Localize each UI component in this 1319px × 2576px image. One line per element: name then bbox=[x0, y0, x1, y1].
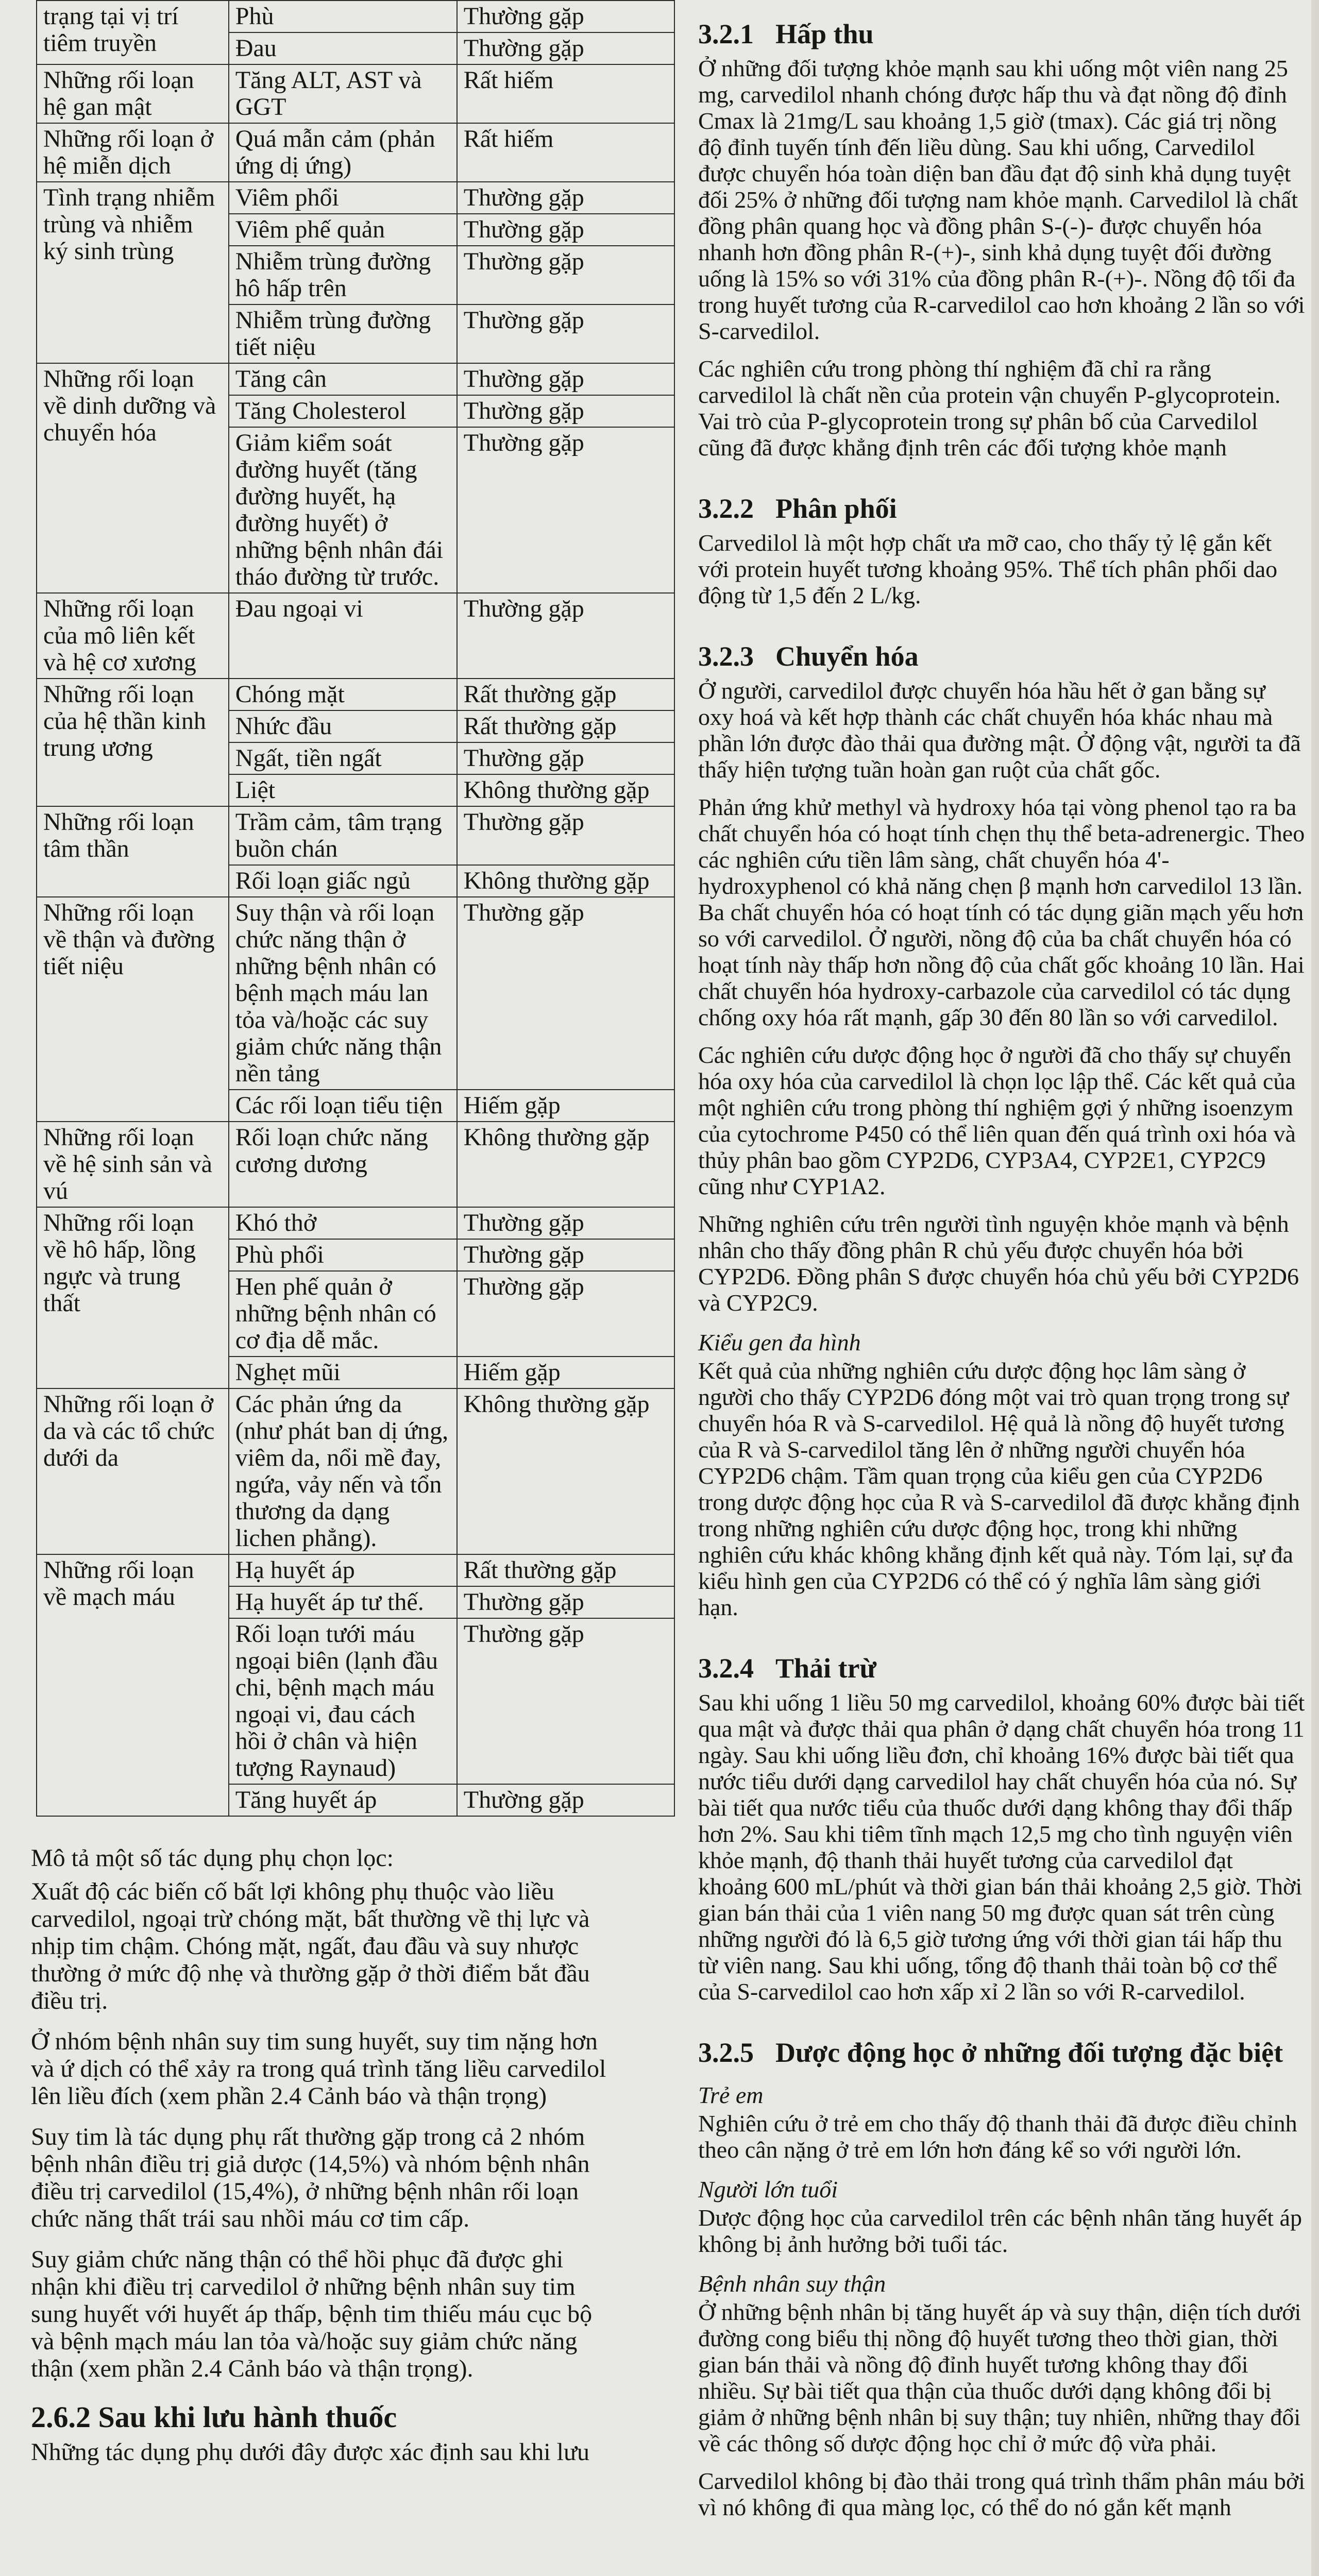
table-row bbox=[37, 1207, 674, 1239]
section-3-2-1-heading bbox=[698, 18, 1306, 50]
reaction-cell: Liệt bbox=[229, 774, 457, 806]
reaction-cell: Phù phổi bbox=[229, 1239, 457, 1271]
metabolism-paragraph-4: Những nghiên cứu trên người tình nguyện khỏe mạnh và bệnh nhân cho thấy đồng phân R chủ yếu được chuyển hóa bởi CYP2D6. Đồng phân S được chuyển hóa chủ yếu bởi CYP2D6 và CYP2C9. bbox=[698, 1211, 1299, 1316]
organ-system-cell: Những rối loạn của mô liên kết và hệ cơ xương bbox=[37, 593, 229, 679]
reaction-cell: Viêm phế quản bbox=[229, 214, 457, 246]
table-row bbox=[37, 593, 674, 679]
frequency-cell: Không thường gặp bbox=[457, 1122, 674, 1207]
frequency-cell: Thường gặp bbox=[457, 742, 674, 774]
reaction-cell: Suy thận và rối loạn chức năng thận ở những bệnh nhân có bệnh mạch máu lan tỏa và/hoặc các suy giảm chức năng thận nền tảng bbox=[229, 897, 457, 1090]
frequency-cell: Rất hiếm bbox=[457, 64, 674, 123]
table-row bbox=[37, 182, 674, 214]
frequency-cell: Thường gặp bbox=[457, 214, 674, 246]
reaction-cell: Rối loạn tưới máu ngoại biên (lạnh đầu chi, bệnh mạch máu ngoại vi, đau cách hồi ở chân và hiện tượng Raynaud) bbox=[229, 1618, 457, 1784]
reaction-cell: Nhức đầu bbox=[229, 710, 457, 742]
reaction-cell: Hạ huyết áp tư thế. bbox=[229, 1586, 457, 1618]
organ-system-cell: Những rối loạn ở da và các tổ chức dưới da bbox=[37, 1388, 229, 1554]
frequency-cell: Thường gặp bbox=[457, 246, 674, 304]
reaction-cell: Hạ huyết áp bbox=[229, 1554, 457, 1586]
organ-system-cell: Những rối loạn về dinh dưỡng và chuyển hóa bbox=[37, 363, 229, 593]
section-number: 3.2.1 bbox=[698, 19, 754, 49]
reaction-cell: Tăng huyết áp bbox=[229, 1784, 457, 1816]
elderly-paragraph: Dược động học của carvedilol trên các bệnh nhân tăng huyết áp không bị ảnh hưởng bởi tuổi tác. bbox=[698, 2205, 1302, 2257]
genetic-polymorphism-subheading: Kiểu gen đa hình bbox=[698, 1329, 861, 1355]
reaction-cell: Các rối loạn tiểu tiện bbox=[229, 1090, 457, 1122]
section-number: 3.2.5 bbox=[698, 2037, 754, 2068]
table-row bbox=[37, 806, 674, 865]
frequency-cell: Hiếm gặp bbox=[457, 1090, 674, 1122]
frequency-cell: Thường gặp bbox=[457, 593, 674, 679]
table-row bbox=[37, 897, 674, 1090]
organ-system-cell: Những rối loạn về mạch máu bbox=[37, 1554, 229, 1816]
reaction-cell: Ngất, tiền ngất bbox=[229, 742, 457, 774]
table-row bbox=[37, 1554, 674, 1586]
children-subheading: Trẻ em bbox=[698, 2082, 764, 2108]
reaction-cell: Phù bbox=[229, 1, 457, 32]
organ-system-cell: Những rối loạn ở hệ miễn dịch bbox=[37, 123, 229, 182]
frequency-cell: Không thường gặp bbox=[457, 774, 674, 806]
right-column bbox=[698, 13, 1306, 2532]
frequency-cell: Thường gặp bbox=[457, 1, 674, 32]
frequency-cell: Thường gặp bbox=[457, 32, 674, 64]
section-3-2-2-heading bbox=[698, 493, 1306, 524]
frequency-cell: Thường gặp bbox=[457, 182, 674, 214]
selected-effects-lead: Mô tả một số tác dụng phụ chọn lọc: bbox=[31, 1844, 394, 1872]
reaction-cell: Tăng ALT, AST và GGT bbox=[229, 64, 457, 123]
section-3-2-5-heading bbox=[698, 2037, 1306, 2069]
reaction-cell: Tăng cân bbox=[229, 363, 457, 395]
organ-system-cell: Những rối loạn tâm thần bbox=[37, 806, 229, 897]
frequency-cell: Thường gặp bbox=[457, 1586, 674, 1618]
reaction-cell: Nhiễm trùng đường tiết niệu bbox=[229, 304, 457, 363]
renal-impairment-paragraph-2: Carvedilol không bị đào thải trong quá trình thẩm phân máu bởi vì nó không đi qua màng lọc, có thể do nó gắn kết mạnh bbox=[698, 2468, 1305, 2520]
post-marketing-paragraph: Những tác dụng phụ dưới đây được xác định sau khi lưu bbox=[31, 2438, 589, 2466]
reaction-cell: Quá mẫn cảm (phản ứng dị ứng) bbox=[229, 123, 457, 182]
adverse-effects-table-body bbox=[37, 1, 674, 1816]
frequency-cell: Thường gặp bbox=[457, 897, 674, 1090]
frequency-cell: Không thường gặp bbox=[457, 865, 674, 897]
table-row bbox=[37, 64, 674, 123]
adverse-effects-table bbox=[36, 0, 675, 1817]
reaction-cell: Hen phế quản ở những bệnh nhân có cơ địa dễ mắc. bbox=[229, 1271, 457, 1357]
distribution-paragraph: Carvedilol là một hợp chất ưa mỡ cao, cho thấy tỷ lệ gắn kết với protein huyết tương khoảng 95%. Thể tích phân phối dao động từ 1,5 đến 2 L/kg. bbox=[698, 530, 1278, 608]
frequency-cell: Không thường gặp bbox=[457, 1388, 674, 1554]
section-number: 3.2.2 bbox=[698, 493, 754, 524]
reaction-cell: Các phản ứng da (như phát ban dị ứng, viêm da, nổi mề đay, ngứa, vảy nến và tổn thương da dạng lichen phẳng). bbox=[229, 1388, 457, 1554]
renal-impairment-subheading: Bệnh nhân suy thận bbox=[698, 2270, 886, 2297]
reaction-cell: Viêm phổi bbox=[229, 182, 457, 214]
frequency-cell: Thường gặp bbox=[457, 1618, 674, 1784]
table-row bbox=[37, 1, 674, 32]
reaction-cell: Giảm kiểm soát đường huyết (tăng đường huyết, hạ đường huyết) ở những bệnh nhân đái tháo đường từ trước. bbox=[229, 427, 457, 593]
elderly-subheading: Người lớn tuổi bbox=[698, 2176, 838, 2202]
organ-system-cell: Những rối loạn về hô hấp, lồng ngực và trung thất bbox=[37, 1207, 229, 1388]
absorption-paragraph-1: Ở những đối tượng khỏe mạnh sau khi uống một viên nang 25 mg, carvedilol nhanh chóng được hấp thu và đạt nồng độ đỉnh Cmax là 21mg/L sau khoảng 1,5 giờ (tmax). Các giá trị nồng độ đỉnh tuyến tính đến liều dùng. Sau khi uống, Carvedilol được chuyển hóa toàn diện ban đầu đạt độ sinh khả dụng tuyệt đối 25% ở những đối tượng nam khỏe mạnh. Carvedilol là chất đồng phân quang học và đồng phân S-(-)- được chuyển hóa nhanh hơn đồng phân R-(+)-, sinh khả dụng tuyệt đối đường uống là 15% so với 31% của đồng phân R-(+)-. Nồng độ tối đa trong huyết tương của R-carvedilol cao hơn khoảng 2 lần so với S-carvedilol. bbox=[698, 55, 1305, 344]
frequency-cell: Thường gặp bbox=[457, 1271, 674, 1357]
selected-effects-paragraph-3: Suy tim là tác dụng phụ rất thường gặp trong cả 2 nhóm bệnh nhân điều trị giả dược (14,5%) và nhóm bệnh nhân điều trị carvedilol (15,4%), ở những bệnh nhân rối loạn chức năng thất trái sau nhồi máu cơ tim cấp. bbox=[31, 2123, 590, 2232]
reaction-cell: Tăng Cholesterol bbox=[229, 395, 457, 427]
reaction-cell: Nhiễm trùng đường hô hấp trên bbox=[229, 246, 457, 304]
metabolism-paragraph-2: Phản ứng khử methyl và hydroxy hóa tại vòng phenol tạo ra ba chất chuyển hóa có hoạt tính chẹn thụ thể beta-adrenergic. Theo các nghiên cứu tiền lâm sàng, chất chuyển hóa 4'-hydroxyphenol có khả năng chẹn β mạnh hơn carvedilol 13 lần. Ba chất chuyển hóa có hoạt tính có tác dụng giãn mạch yếu hơn so với carvedilol. Ở người, nồng độ của ba chất chuyển hóa có hoạt tính này thấp hơn nồng độ của chất gốc khoảng 10 lần. Hai chất chuyển hóa hydroxy-carbazole của carvedilol có tác dụng chống oxy hóa rất mạnh, gấp 30 đến 80 lần so với carvedilol. bbox=[698, 794, 1305, 1030]
reaction-cell: Trầm cảm, tâm trạng buồn chán bbox=[229, 806, 457, 865]
frequency-cell: Thường gặp bbox=[457, 806, 674, 865]
section-title: Chuyển hóa bbox=[775, 641, 919, 672]
table-row bbox=[37, 1388, 674, 1554]
frequency-cell: Thường gặp bbox=[457, 427, 674, 593]
elimination-paragraph: Sau khi uống 1 liều 50 mg carvedilol, khoảng 60% được bài tiết qua mật và được thải qua phân ở dạng chất chuyển hóa trong 11 ngày. Sau khi uống liều đơn, chỉ khoảng 16% được bài tiết qua nước tiểu dưới dạng carvedilol hay chất chuyển hóa của nó. Sự bài tiết qua nước tiểu của thuốc dưới dạng không thay đổi thấp hơn 2%. Sau khi tiêm tĩnh mạch 12,5 mg cho tình nguyện viên khỏe mạnh, độ thanh thải huyết tương của carvedilol đạt khoảng 600 mL/phút và thời gian bán thải khoảng 2,5 giờ. Thời gian bán thải của 1 viên nang 50 mg được quan sát trên cùng những người đó là 6,5 giờ tương ứng với thời gian tái hấp thu từ viên nang. Sau khi uống, tổng độ thanh thải toàn bộ cơ thể của S-carvedilol cao hơn xấp xỉ 2 lần so với R-carvedilol. bbox=[698, 1689, 1305, 2005]
frequency-cell: Thường gặp bbox=[457, 1207, 674, 1239]
frequency-cell: Rất thường gặp bbox=[457, 710, 674, 742]
section-title: Phân phối bbox=[775, 493, 897, 524]
selected-effects-paragraph-2: Ở nhóm bệnh nhân suy tim sung huyết, suy tim nặng hơn và ứ dịch có thể xảy ra trong quá trình tăng liều carvedilol lên liều đích (xem phần 2.4 Cảnh báo và thận trọng) bbox=[31, 2028, 606, 2110]
reaction-cell: Chóng mặt bbox=[229, 679, 457, 710]
section-title: Thải trừ bbox=[775, 1653, 876, 1684]
metabolism-paragraph-1: Ở người, carvedilol được chuyển hóa hầu hết ở gan bằng sự oxy hoá và kết hợp thành các chất chuyển hóa khác nhau mà phần lớn được đào thải qua đường mật. Ở động vật, người ta đã thấy hiện tượng tuần hoàn gan ruột của chất gốc. bbox=[698, 677, 1301, 783]
frequency-cell: Rất thường gặp bbox=[457, 1554, 674, 1586]
frequency-cell: Rất thường gặp bbox=[457, 679, 674, 710]
reaction-cell: Khó thở bbox=[229, 1207, 457, 1239]
selected-effects-paragraph-4: Suy giảm chức năng thận có thể hồi phục đã được ghi nhận khi điều trị carvedilol ở những bệnh nhân suy tim sung huyết với huyết áp thấp, bệnh tim thiếu máu cục bộ và bệnh mạch máu lan tỏa và/hoặc suy giảm chức năng thận (xem phần 2.4 Cảnh báo và thận trọng). bbox=[31, 2246, 593, 2382]
section-2-6-2-heading: 2.6.2 Sau khi lưu hành thuốc bbox=[31, 2400, 397, 2434]
frequency-cell: Thường gặp bbox=[457, 304, 674, 363]
section-title: Hấp thu bbox=[775, 19, 874, 49]
table-row bbox=[37, 679, 674, 710]
section-3-2-3-heading bbox=[698, 640, 1306, 672]
section-title: Dược động học ở những đối tượng đặc biệt bbox=[775, 2037, 1283, 2068]
metabolism-paragraph-5: Kết quả của những nghiên cứu dược động học lâm sàng ở người cho thấy CYP2D6 đóng một vai trò quan trọng trong sự chuyển hóa R và S-carvedilol. Hệ quả là nồng độ huyết tương của R và S-carvedilol tăng lên ở những người chuyển hóa CYP2D6 chậm. Tầm quan trọng của kiểu gen của CYP2D6 trong dược động học của R và S-carvedilol đã được khẳng định trong những nghiên cứu dược động học, trong khi những nghiên cứu khác không khẳng định kết quả này. Tóm lại, sự đa kiểu hình gen của CYP2D6 có thể có ý nghĩa lâm sàng giới hạn. bbox=[698, 1358, 1300, 1620]
reaction-cell: Rối loạn giấc ngủ bbox=[229, 865, 457, 897]
organ-system-cell: Tình trạng nhiễm trùng và nhiễm ký sinh trùng bbox=[37, 182, 229, 363]
page-edge bbox=[1311, 0, 1319, 2576]
section-number: 3.2.3 bbox=[698, 641, 754, 672]
frequency-cell: Thường gặp bbox=[457, 1239, 674, 1271]
reaction-cell: Đau bbox=[229, 32, 457, 64]
section-3-2-4-heading bbox=[698, 1652, 1306, 1684]
reaction-cell: Đau ngoại vi bbox=[229, 593, 457, 679]
frequency-cell: Thường gặp bbox=[457, 395, 674, 427]
renal-impairment-paragraph-1: Ở những bệnh nhân bị tăng huyết áp và suy thận, diện tích dưới đường cong biểu thị nồng độ huyết tương theo thời gian, thời gian bán thải và nồng độ đỉnh huyết tương không thay đổi nhiều. Sự bài tiết qua thận của thuốc dưới dạng không đổi bị giảm ở những bệnh nhân bị suy thận; tuy nhiên, những thay đổi về các thông số dược động học chỉ ở mức độ vừa phải. bbox=[698, 2299, 1301, 2456]
reaction-cell: Rối loạn chức năng cương dương bbox=[229, 1122, 457, 1207]
organ-system-cell: Những rối loạn hệ gan mật bbox=[37, 64, 229, 123]
organ-system-cell: Những rối loạn về hệ sinh sản và vú bbox=[37, 1122, 229, 1207]
metabolism-paragraph-3: Các nghiên cứu dược động học ở người đã cho thấy sự chuyển hóa oxy hóa của carvedilol là chọn lọc lập thể. Các kết quả của một nghiên cứu trong phòng thí nghiệm gợi ý những isoenzym của cytochrome P450 có thể liên quan đến quá trình oxi hóa và thủy phân bao gồm CYP2D6, CYP3A4, CYP2E1, CYP2C9 cũng như CYP1A2. bbox=[698, 1042, 1296, 1199]
frequency-cell: Thường gặp bbox=[457, 363, 674, 395]
table-row bbox=[37, 1122, 674, 1207]
children-paragraph: Nghiên cứu ở trẻ em cho thấy độ thanh thải đã được điều chỉnh theo cân nặng ở trẻ em lớn hơn đáng kể so với người lớn. bbox=[698, 2110, 1297, 2163]
absorption-paragraph-2: Các nghiên cứu trong phòng thí nghiệm đã chỉ ra rằng carvedilol là chất nền của protein vận chuyển P-glycoprotein. Vai trò của P-glycoprotein trong sự phân bố của Carvedilol cũng đã được khẳng định trên các đối tượng khỏe mạnh bbox=[698, 355, 1281, 461]
frequency-cell: Rất hiếm bbox=[457, 123, 674, 182]
section-number: 3.2.4 bbox=[698, 1653, 754, 1684]
organ-system-cell: Những rối loạn của hệ thần kinh trung ương bbox=[37, 679, 229, 806]
organ-system-cell: Những rối loạn về thận và đường tiết niệu bbox=[37, 897, 229, 1122]
table-row bbox=[37, 363, 674, 395]
frequency-cell: Thường gặp bbox=[457, 1784, 674, 1816]
table-row bbox=[37, 123, 674, 182]
left-column bbox=[31, 0, 650, 2479]
selected-effects-paragraph-1: Xuất độ các biến cố bất lợi không phụ thuộc vào liều carvedilol, ngoại trừ chóng mặt, bất thường về thị lực và nhịp tim chậm. Chóng mặt, ngất, đau đầu và suy nhược thường ở mức độ nhẹ và thường gặp ở thời điểm bắt đầu điều trị. bbox=[31, 1878, 590, 2014]
organ-system-cell: trạng tại vị trí tiêm truyền bbox=[37, 1, 229, 64]
reaction-cell: Nghẹt mũi bbox=[229, 1357, 457, 1388]
frequency-cell: Hiếm gặp bbox=[457, 1357, 674, 1388]
